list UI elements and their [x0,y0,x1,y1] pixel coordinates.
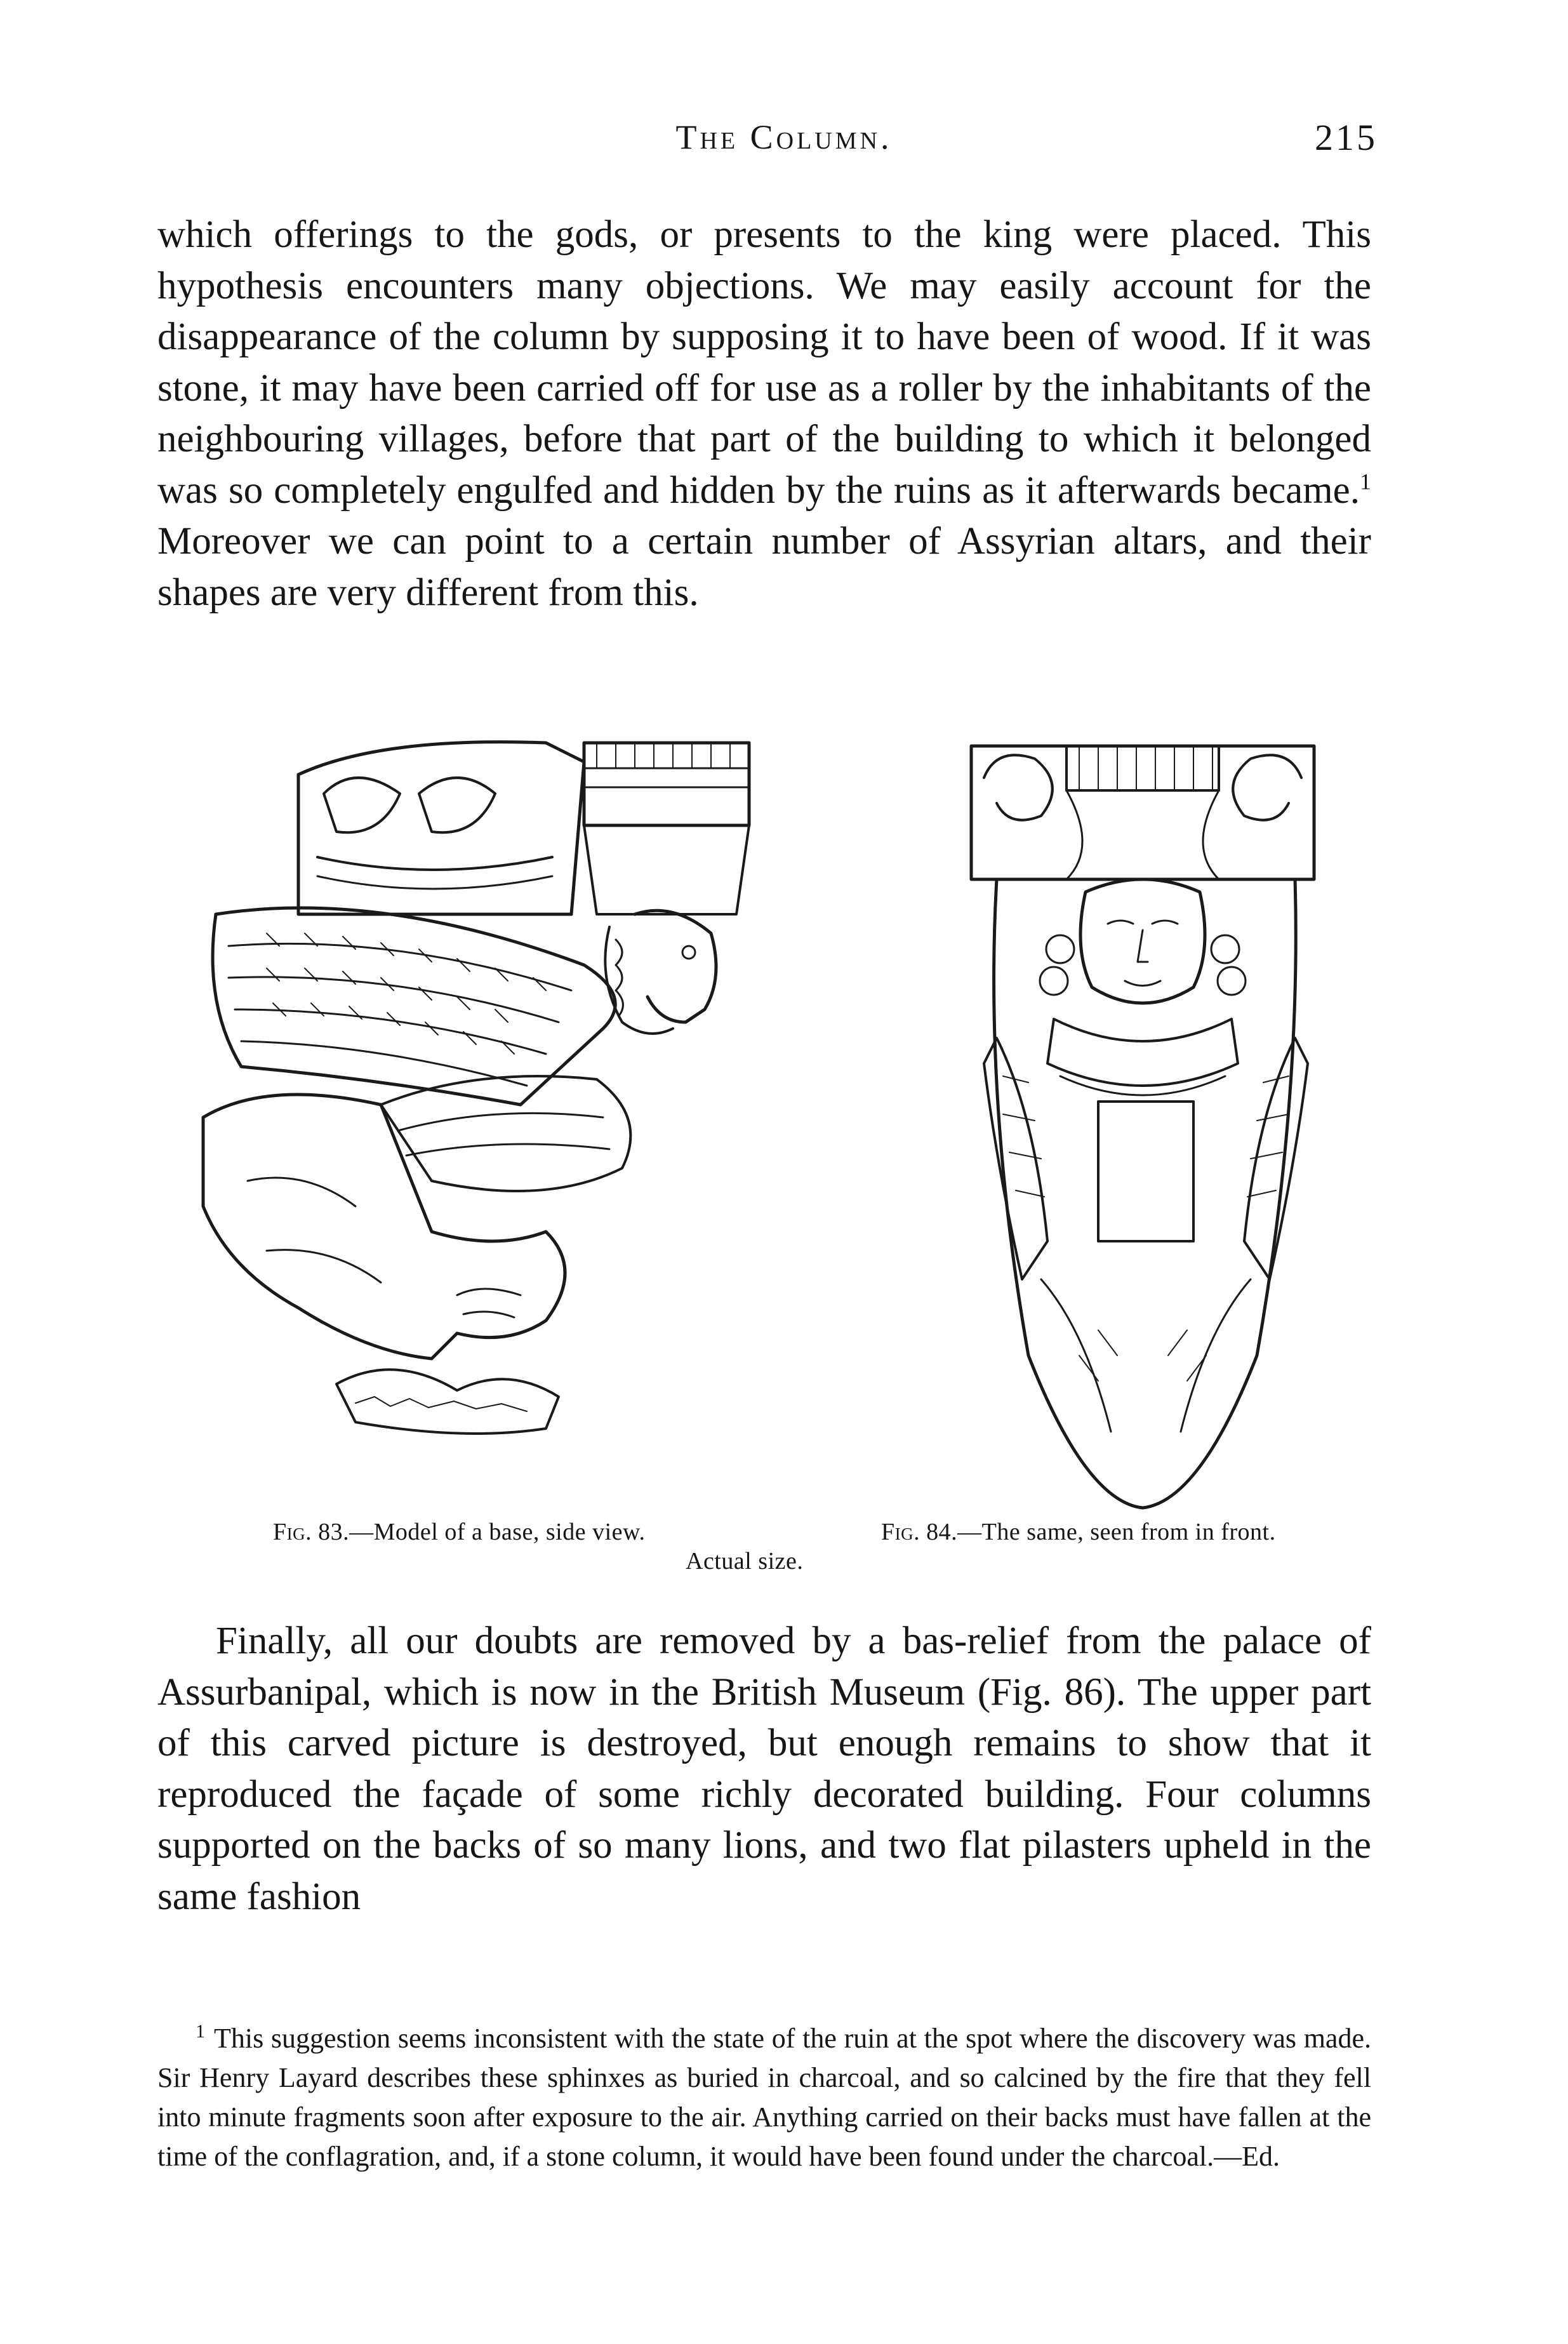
figure-84-label: Fig. 84. [881,1519,958,1545]
paragraph-1-text-continued: Moreover we can point to a certain number of Assyrian altars, and their shapes are very different from this. [157,520,1371,614]
footnote-marker: 1 [196,2021,205,2042]
paragraph-1 [157,210,1371,618]
footnote [157,2019,1371,2176]
figure-84-caption [881,1517,1389,1547]
figure-83-caption-size: Actual size. [686,1548,804,1575]
footnote-text: This suggestion seems inconsistent with the state of the ruin at the spot where the discovery was made. Sir Henry Layard describes these sphinxes as buried in charcoal, and so calcined by the fire that they fell into minute fragments soon after exposure to the air. Anything carried on their backs must have fallen at the time of the conflagration, and, if a stone column, it would have been found under the charcoal.—Ed. [157,2023,1371,2172]
running-title: The Column. [675,118,893,156]
footnote-reference[interactable]: 1 [1360,469,1371,495]
figure-83-sphinx-side-view [190,724,889,1536]
paragraph-1-text: which offerings to the gods, or presents to the king were placed. This hypothesis encounters many objections. We may easily account for the disappearance of the column by supposing it to have been of wood. If it was stone, it may have been carried off for use as a roller by the inhabitants of the neighbouring villages, before that part of the building to which it belonged was so completely engulfed and hidden by the ruins as it afterwards became. [157,213,1371,512]
figure-83-caption [273,1517,844,1576]
figure-83-label: Fig. 83. [273,1519,350,1545]
paragraph-2: Finally, all our doubts are removed by a bas-relief from the palace of Assurbanipal, which is now in the British Museum (Fig. 86). The upper part of this carved picture is destroyed, but enough remains to show that it reproduced the façade of some richly decorated building. Four columns supported on the backs of so many lions, and two flat pilasters upheld in the same fashion [157,1620,1371,1918]
figure-84-caption-text: —The same, seen from in front. [957,1519,1276,1545]
page-number: 215 [1315,117,1378,158]
sphinx-side-illustration [190,724,889,1536]
running-head [0,111,1568,162]
sphinx-front-illustration [959,721,1333,1521]
figure-83-caption-text: —Model of a base, side view. [349,1519,646,1545]
figure-84-sphinx-front-view [959,721,1333,1521]
